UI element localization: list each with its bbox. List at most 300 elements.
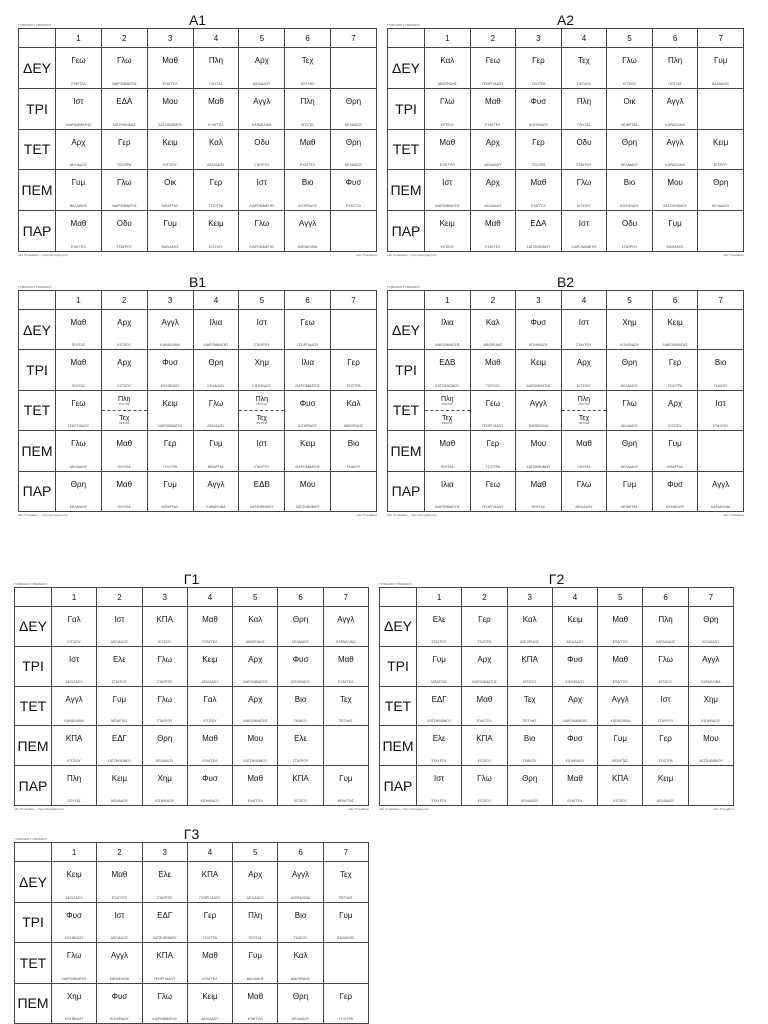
subject-label: Φυσ	[345, 178, 362, 188]
lesson-cell[interactable]	[187, 686, 232, 726]
lesson-cell[interactable]	[607, 310, 653, 350]
teacher-label: ΠΟΥΓΑΣ	[71, 343, 86, 348]
lesson-cell[interactable]	[285, 390, 331, 430]
lesson-cell[interactable]	[56, 431, 102, 471]
day-row	[15, 943, 369, 984]
lesson	[278, 766, 322, 805]
lesson	[471, 170, 516, 210]
lesson-cell[interactable]	[193, 350, 239, 390]
teacher-label: ΧΑΤΖΗΘΩΜΟΥ	[158, 122, 183, 127]
lesson-cell[interactable]	[688, 646, 733, 686]
lesson-cell[interactable]	[147, 350, 193, 390]
lesson-cell[interactable]	[323, 862, 368, 903]
subject-label: ΕΔΓ	[111, 734, 127, 744]
lesson-cell[interactable]	[56, 129, 102, 170]
lesson-cell[interactable]	[561, 390, 607, 430]
lesson-cell[interactable]	[97, 726, 142, 766]
lesson	[516, 170, 561, 210]
teacher-label: ΜΠΑΡΤΑΣ	[612, 759, 629, 764]
lesson-cell[interactable]	[425, 129, 471, 170]
subject-label: Χημ	[66, 991, 82, 1001]
lesson-cell[interactable]	[278, 607, 323, 647]
lesson-cell[interactable]	[147, 471, 193, 511]
lesson-cell[interactable]	[607, 350, 653, 390]
lesson-cell[interactable]	[331, 211, 377, 252]
lesson-cell[interactable]	[97, 943, 142, 984]
lesson-cell[interactable]	[239, 48, 285, 89]
lesson-cell[interactable]	[652, 471, 698, 511]
lesson-cell[interactable]	[561, 170, 607, 211]
lesson-cell[interactable]	[278, 983, 323, 1024]
lesson-cell[interactable]	[142, 902, 187, 943]
lesson-cell[interactable]	[147, 390, 193, 430]
lesson-cell[interactable]	[561, 88, 607, 129]
lesson-cell[interactable]	[193, 170, 239, 211]
lesson-cell[interactable]	[462, 686, 507, 726]
subject-label: Γεω	[71, 398, 86, 408]
lesson-cell[interactable]	[652, 350, 698, 390]
lesson	[417, 766, 461, 805]
lesson-cell[interactable]	[233, 726, 278, 766]
lesson-cell[interactable]	[698, 88, 744, 129]
lesson-cell[interactable]	[56, 390, 102, 430]
teacher-label: ΚΙΤΖΙΟΥ	[622, 81, 637, 86]
lesson-cell[interactable]	[285, 310, 331, 350]
lesson-cell[interactable]	[56, 350, 102, 390]
lesson-cell[interactable]	[56, 48, 102, 89]
subject-label: Γυμ	[668, 439, 682, 449]
subject-label: Αγγλ	[529, 398, 547, 408]
lesson-cell[interactable]	[425, 310, 471, 350]
lesson-cell[interactable]	[598, 766, 643, 806]
lesson-cell[interactable]	[193, 129, 239, 170]
lesson-cell[interactable]	[239, 390, 285, 430]
lesson-cell[interactable]	[101, 88, 147, 129]
lesson-cell[interactable]	[233, 862, 278, 903]
lesson-cell[interactable]	[462, 766, 507, 806]
lesson-cell[interactable]	[56, 211, 102, 252]
teacher-label: ΚΙΣΗΦΙΔΟΥ	[565, 759, 585, 764]
lesson-cell[interactable]	[331, 310, 377, 350]
lesson-cell[interactable]	[561, 129, 607, 170]
lesson-cell[interactable]	[187, 943, 232, 984]
lesson-cell[interactable]	[187, 646, 232, 686]
lesson-cell[interactable]	[470, 390, 516, 430]
subject-label: Μαθ	[484, 96, 501, 106]
lesson-cell[interactable]	[643, 766, 688, 806]
lesson-cell[interactable]	[698, 211, 744, 252]
lesson	[324, 984, 368, 1024]
lesson-cell[interactable]	[643, 686, 688, 726]
lesson-cell[interactable]	[147, 129, 193, 170]
lesson-cell[interactable]	[331, 350, 377, 390]
lesson-cell[interactable]	[142, 983, 187, 1024]
lesson-cell[interactable]	[425, 350, 471, 390]
lesson-cell[interactable]	[425, 431, 471, 471]
lesson-cell[interactable]	[278, 766, 323, 806]
lesson	[462, 687, 506, 726]
lesson-cell[interactable]	[470, 431, 516, 471]
lesson-cell[interactable]	[516, 129, 562, 170]
lesson-cell[interactable]	[56, 88, 102, 129]
lesson-cell[interactable]	[516, 431, 562, 471]
teacher-label: ΣΤΑΥΡΟΥ	[292, 759, 309, 764]
lesson-cell[interactable]	[278, 902, 323, 943]
lesson-cell[interactable]	[56, 471, 102, 511]
teacher-label: ΤΣΙΟΤΡΑ	[485, 464, 501, 469]
lesson-cell[interactable]	[323, 686, 368, 726]
lesson-cell[interactable]	[607, 88, 653, 129]
lesson-cell[interactable]	[561, 350, 607, 390]
lesson-cell[interactable]	[187, 766, 232, 806]
lesson-cell[interactable]	[470, 88, 516, 129]
lesson-cell[interactable]	[239, 310, 285, 350]
lesson-cell[interactable]	[688, 607, 733, 647]
lesson-cell[interactable]	[698, 390, 744, 430]
lesson-cell[interactable]	[507, 726, 552, 766]
lesson-cell[interactable]	[698, 310, 744, 350]
lesson-cell[interactable]	[323, 607, 368, 647]
lesson-cell[interactable]	[52, 902, 97, 943]
lesson-cell[interactable]	[552, 766, 597, 806]
lesson-cell[interactable]	[652, 211, 698, 252]
lesson-cell[interactable]	[147, 211, 193, 252]
lesson-cell[interactable]	[285, 350, 331, 390]
lesson-cell[interactable]	[323, 726, 368, 766]
lesson-cell[interactable]	[278, 862, 323, 903]
lesson-cell[interactable]	[516, 310, 562, 350]
lesson-cell[interactable]	[193, 48, 239, 89]
lesson-cell[interactable]	[462, 607, 507, 647]
lesson-cell[interactable]	[142, 646, 187, 686]
lesson-cell[interactable]	[278, 726, 323, 766]
lesson-cell[interactable]	[101, 211, 147, 252]
teacher-label: ΚΙΤΖΙΟΥ	[203, 719, 217, 724]
lesson-cell[interactable]	[52, 646, 97, 686]
lesson-cell[interactable]	[652, 129, 698, 170]
lesson-cell[interactable]	[552, 726, 597, 766]
lesson-cell[interactable]	[331, 88, 377, 129]
lesson-cell[interactable]	[101, 48, 147, 89]
lesson-cell[interactable]	[598, 607, 643, 647]
period-header: 1	[52, 843, 97, 862]
lesson-cell[interactable]	[233, 902, 278, 943]
lesson-cell[interactable]	[101, 170, 147, 211]
lesson-cell[interactable]	[331, 390, 377, 430]
lesson	[102, 130, 147, 170]
lesson-cell[interactable]	[598, 686, 643, 726]
lesson-cell[interactable]	[425, 471, 471, 511]
lesson-cell[interactable]	[101, 431, 147, 471]
lesson-cell[interactable]	[507, 766, 552, 806]
subject-label: Ιστ	[256, 439, 267, 449]
subject-label: ΚΠΑ	[156, 615, 173, 624]
lesson-cell[interactable]	[643, 607, 688, 647]
lesson-cell[interactable]	[698, 129, 744, 170]
lesson	[653, 170, 698, 210]
school-name: ΓΥΜΝΑΣΙΟ ΓΥΜΝΑΣΙΟΥ	[387, 23, 421, 27]
lesson-cell[interactable]	[598, 726, 643, 766]
lesson-cell[interactable]	[97, 902, 142, 943]
lesson-cell[interactable]	[417, 686, 462, 726]
lesson-cell[interactable]	[607, 170, 653, 211]
lesson-cell[interactable]	[97, 646, 142, 686]
subject-label: Γαλ	[203, 694, 217, 704]
lesson-cell[interactable]	[417, 766, 462, 806]
lesson-cell[interactable]	[97, 686, 142, 726]
lesson-cell[interactable]	[323, 646, 368, 686]
teacher-label: ΚΑΡΑΛΙΔΗΣ	[655, 639, 676, 644]
lesson-cell[interactable]	[147, 431, 193, 471]
lesson-cell[interactable]	[425, 88, 471, 129]
lesson-cell[interactable]	[278, 943, 323, 984]
footer-left-text: aSc Timetables – Χρονοδιαγράμματα	[387, 513, 437, 517]
teacher-label: ΔΕΛΙΑΔΟΥ	[207, 163, 225, 168]
lesson-cell[interactable]	[516, 471, 562, 511]
lesson-cell[interactable]	[233, 646, 278, 686]
lesson-cell[interactable]	[142, 766, 187, 806]
subject-label: Καλ	[209, 137, 223, 147]
lesson	[194, 170, 239, 210]
lesson-cell[interactable]	[323, 943, 368, 984]
lesson-cell[interactable]	[239, 129, 285, 170]
lesson-cell[interactable]	[652, 170, 698, 211]
teacher-label: ΚΑΡΔΕΛΙΝΑ	[64, 719, 84, 724]
lesson	[553, 766, 597, 805]
lesson-cell[interactable]	[470, 48, 516, 89]
lesson	[148, 391, 193, 430]
lesson-cell[interactable]	[323, 983, 368, 1024]
lesson-cell[interactable]	[147, 170, 193, 211]
lesson-cell[interactable]	[285, 129, 331, 170]
lesson-cell[interactable]	[598, 646, 643, 686]
teacher-label: ΚΙΤΖΙΟΥ	[157, 639, 172, 644]
lesson-cell[interactable]	[688, 726, 733, 766]
lesson-cell[interactable]	[97, 983, 142, 1024]
lesson-cell[interactable]	[239, 170, 285, 211]
lesson-cell[interactable]	[285, 431, 331, 471]
lesson	[471, 391, 516, 430]
teacher-label: ΤΣΙΟΤΡΑ	[117, 163, 132, 168]
lesson-cell[interactable]	[278, 686, 323, 726]
lesson-cell[interactable]	[285, 48, 331, 89]
lesson-cell[interactable]	[425, 390, 471, 430]
subject-label: Αγγλ	[291, 870, 310, 879]
subject-label: Μαθ	[202, 615, 218, 624]
lesson-cell[interactable]	[417, 607, 462, 647]
lesson-cell[interactable]	[462, 726, 507, 766]
lesson-cell[interactable]	[142, 726, 187, 766]
lesson-cell[interactable]	[516, 350, 562, 390]
lesson-cell[interactable]	[698, 431, 744, 471]
lesson-cell[interactable]	[187, 983, 232, 1024]
lesson-cell[interactable]	[331, 170, 377, 211]
lesson-cell[interactable]	[470, 471, 516, 511]
lesson-cell[interactable]	[285, 170, 331, 211]
lesson-cell[interactable]	[52, 686, 97, 726]
class-title: A2	[556, 12, 575, 28]
lesson-cell[interactable]	[652, 431, 698, 471]
lesson-cell[interactable]	[239, 88, 285, 129]
lesson-cell[interactable]	[417, 646, 462, 686]
lesson-cell[interactable]	[142, 607, 187, 647]
lesson-cell[interactable]	[239, 211, 285, 252]
lesson-cell[interactable]	[607, 471, 653, 511]
lesson-cell[interactable]	[233, 983, 278, 1024]
lesson-cell[interactable]	[561, 310, 607, 350]
lesson-cell[interactable]	[688, 686, 733, 726]
lesson-cell[interactable]	[425, 170, 471, 211]
lesson-cell[interactable]	[607, 211, 653, 252]
lesson-cell[interactable]	[52, 607, 97, 647]
lesson-cell[interactable]	[147, 310, 193, 350]
lesson-cell[interactable]	[233, 766, 278, 806]
lesson-cell[interactable]	[285, 88, 331, 129]
lesson-cell[interactable]	[52, 726, 97, 766]
lesson-cell[interactable]	[193, 310, 239, 350]
teacher-label: ΧΑΤΖΗΘΩΜΟΥ	[526, 464, 551, 469]
lesson-cell[interactable]	[187, 902, 232, 943]
lesson-cell[interactable]	[607, 390, 653, 430]
lesson-cell[interactable]	[607, 48, 653, 89]
lesson-cell[interactable]	[193, 88, 239, 129]
lesson-cell[interactable]	[285, 211, 331, 252]
lesson-cell[interactable]	[425, 48, 471, 89]
lesson-cell[interactable]	[187, 862, 232, 903]
lesson-cell[interactable]	[56, 310, 102, 350]
lesson-cell[interactable]	[142, 686, 187, 726]
teacher-label: ΛΙΑΡΟΜΜΑΤΗΣ	[295, 464, 321, 469]
lesson-cell[interactable]	[101, 310, 147, 350]
lesson-cell[interactable]	[233, 607, 278, 647]
lesson-cell[interactable]	[470, 310, 516, 350]
lesson-cell[interactable]	[470, 129, 516, 170]
lesson-cell[interactable]	[516, 211, 562, 252]
lesson-cell[interactable]	[193, 211, 239, 252]
lesson-cell[interactable]	[97, 862, 142, 903]
lesson-cell[interactable]	[142, 862, 187, 903]
lesson-cell[interactable]	[470, 170, 516, 211]
subject-label: Μαθ	[337, 654, 354, 664]
lesson-cell[interactable]	[507, 607, 552, 647]
lesson-cell[interactable]	[652, 310, 698, 350]
day-label: ΤΡΙ	[15, 646, 52, 686]
lesson-cell[interactable]	[417, 726, 462, 766]
lesson-cell[interactable]	[331, 471, 377, 511]
lesson-cell[interactable]	[698, 471, 744, 511]
lesson-cell[interactable]	[561, 431, 607, 471]
lesson-cell[interactable]	[323, 766, 368, 806]
lesson-cell[interactable]	[331, 431, 377, 471]
split-top	[239, 392, 284, 411]
lesson-cell[interactable]	[507, 686, 552, 726]
lesson-cell[interactable]	[56, 170, 102, 211]
lesson-cell[interactable]	[552, 686, 597, 726]
teacher-label: ΛΙΑΡΟΜΜΑΤΗΣ	[152, 1017, 178, 1021]
lesson-cell[interactable]	[187, 607, 232, 647]
lesson-cell[interactable]	[101, 390, 147, 430]
lesson-cell[interactable]	[652, 390, 698, 430]
subject-label: Αρχ	[248, 694, 263, 704]
lesson-cell[interactable]	[652, 48, 698, 89]
lesson-cell[interactable]	[323, 902, 368, 943]
lesson-cell[interactable]	[101, 471, 147, 511]
lesson-cell[interactable]	[142, 943, 187, 984]
lesson-cell[interactable]	[52, 766, 97, 806]
lesson-cell[interactable]	[193, 471, 239, 511]
lesson-cell[interactable]	[425, 211, 471, 252]
lesson	[143, 726, 187, 765]
lesson-cell[interactable]	[187, 726, 232, 766]
lesson-cell[interactable]	[698, 170, 744, 211]
lesson-cell[interactable]	[101, 129, 147, 170]
lesson-cell[interactable]	[688, 766, 733, 806]
lesson-cell[interactable]	[561, 48, 607, 89]
lesson	[239, 48, 284, 88]
period-header: 3	[142, 588, 187, 607]
lesson-cell[interactable]	[147, 48, 193, 89]
lesson-cell[interactable]	[516, 170, 562, 211]
lesson-cell[interactable]	[516, 88, 562, 129]
lesson-cell[interactable]	[462, 646, 507, 686]
lesson-cell[interactable]	[52, 983, 97, 1024]
lesson	[188, 726, 232, 765]
lesson-cell[interactable]	[239, 431, 285, 471]
lesson-cell[interactable]	[239, 471, 285, 511]
lesson-cell[interactable]	[233, 943, 278, 984]
lesson-cell[interactable]	[698, 48, 744, 89]
lesson-cell[interactable]	[607, 431, 653, 471]
lesson-cell[interactable]	[278, 646, 323, 686]
lesson	[188, 687, 232, 726]
lesson-cell[interactable]	[652, 88, 698, 129]
lesson-cell[interactable]	[193, 390, 239, 430]
lesson-cell[interactable]	[698, 350, 744, 390]
lesson-cell[interactable]	[561, 471, 607, 511]
lesson-cell[interactable]	[607, 129, 653, 170]
lesson-cell[interactable]	[643, 646, 688, 686]
lesson-cell[interactable]	[470, 211, 516, 252]
subject-label: Μαθ	[70, 219, 87, 229]
lesson-cell[interactable]	[52, 862, 97, 903]
lesson-cell[interactable]	[239, 350, 285, 390]
lesson-cell[interactable]	[643, 726, 688, 766]
lesson-cell[interactable]	[101, 350, 147, 390]
lesson-cell[interactable]	[147, 88, 193, 129]
lesson-cell[interactable]	[561, 211, 607, 252]
lesson-cell[interactable]	[233, 686, 278, 726]
lesson-cell[interactable]	[516, 48, 562, 89]
lesson-cell[interactable]	[507, 646, 552, 686]
lesson	[102, 211, 147, 251]
subject-label: Γεω	[485, 398, 500, 408]
lesson-cell[interactable]	[97, 607, 142, 647]
lesson-cell[interactable]	[552, 607, 597, 647]
lesson-cell[interactable]	[193, 431, 239, 471]
subject-label: Αγγλ	[712, 479, 730, 489]
lesson-cell[interactable]	[331, 48, 377, 89]
lesson-cell[interactable]	[52, 943, 97, 984]
lesson-cell[interactable]	[516, 390, 562, 430]
subject-label: Μαθ	[530, 479, 547, 489]
lesson-cell[interactable]	[552, 646, 597, 686]
lesson-cell[interactable]	[331, 129, 377, 170]
day-row	[15, 646, 369, 686]
lesson-cell[interactable]	[97, 766, 142, 806]
lesson-cell[interactable]	[470, 350, 516, 390]
lesson	[97, 607, 141, 646]
lesson-cell[interactable]	[285, 471, 331, 511]
